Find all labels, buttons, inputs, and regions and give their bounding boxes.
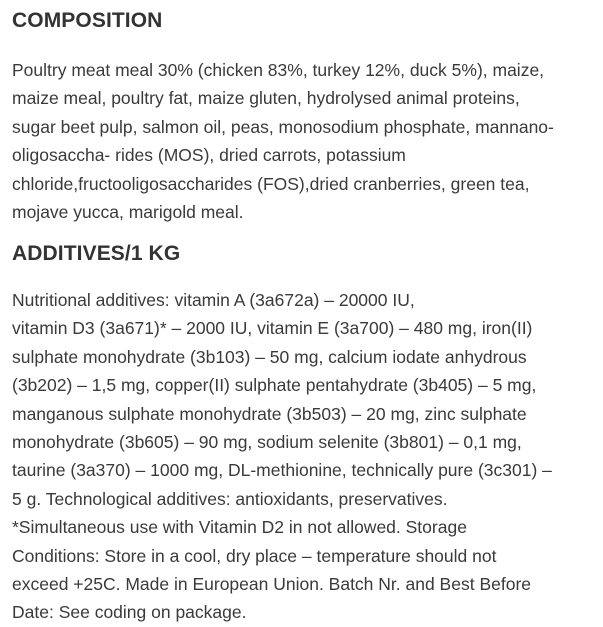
composition-line: sugar beet pulp, salmon oil, peas, monosodium phosphate, mannano- xyxy=(12,116,554,137)
composition-line: Poultry meat meal 30% (chicken 83%, turkey 12%, duck 5%), maize, xyxy=(12,60,545,80)
additives-line: monohydrate (3b605) – 90 mg, sodium selenite (3b801) – 0,1 mg, xyxy=(12,432,522,453)
composition-line: chloride,fructooligosaccharides (FOS),dried cranberries, green tea, xyxy=(12,173,530,194)
additives-line: Date: See coding on package. xyxy=(12,602,247,623)
additives-heading: ADDITIVES/1 KG xyxy=(12,242,181,265)
composition-heading: COMPOSITION xyxy=(12,9,163,32)
composition-line: mojave yucca, marigold meal. xyxy=(12,202,244,223)
additives-line: (3b202) – 1,5 mg, copper(II) sulphate pentahydrate (3b405) – 5 mg, xyxy=(12,375,537,396)
composition-line: maize meal, poultry fat, maize gluten, hydrolysed animal proteins, xyxy=(12,88,520,109)
additives-line: exceed +25C. Made in European Union. Batch Nr. and Best Before xyxy=(12,574,532,595)
additives-line: manganous sulphate monohydrate (3b503) – 20 mg, zinc sulphate xyxy=(12,403,527,424)
additives-line: 5 g. Technological additives: antioxidants, preservatives. xyxy=(12,488,448,509)
composition-paragraph xyxy=(12,56,554,226)
additives-line: Conditions: Store in a cool, dry place – temperature should not xyxy=(12,545,497,566)
additives-line: Nutritional additives: vitamin A (3a672a) – 20000 IU, xyxy=(12,290,415,310)
additives-paragraph xyxy=(12,286,552,627)
additives-line: taurine (3a370) – 1000 mg, DL-methionine, technically pure (3c301) – xyxy=(12,460,552,481)
composition-line: oligosaccha- rides (MOS), dried carrots, potassium xyxy=(12,145,406,166)
additives-line: *Simultaneous use with Vitamin D2 in not allowed. Storage xyxy=(12,517,467,538)
additives-line: sulphate monohydrate (3b103) – 50 mg, calcium iodate anhydrous xyxy=(12,346,527,367)
additives-line: vitamin D3 (3a671)* – 2000 IU, vitamin E (3a700) – 480 mg, iron(II) xyxy=(12,318,533,339)
